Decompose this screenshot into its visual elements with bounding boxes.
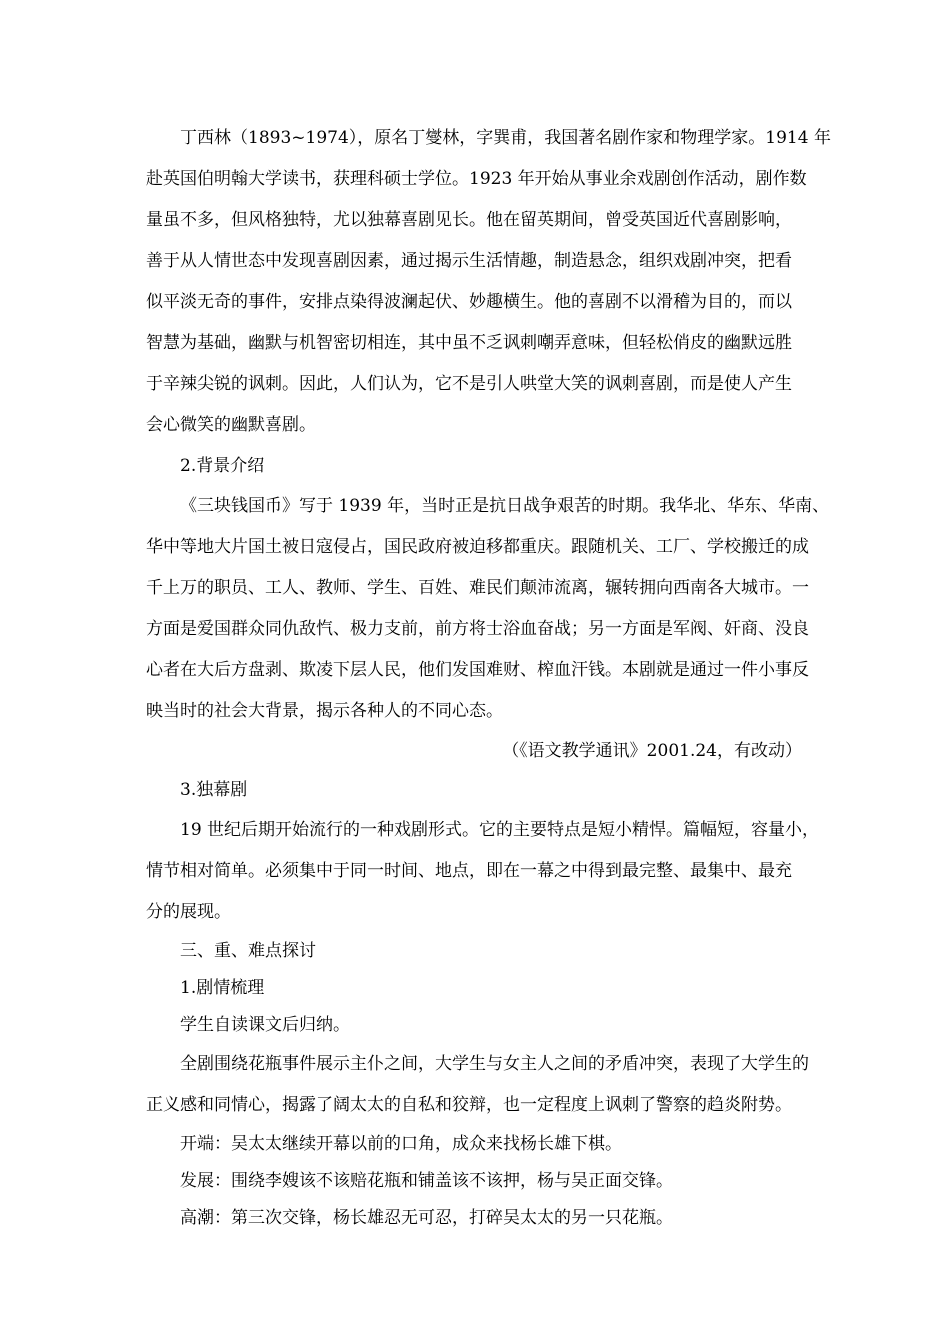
source-citation: （《语文教学通讯》2001.24，有改动） (502, 741, 802, 761)
text-line: 方面是爱国群众同仇敌忾、极力支前，前方将士浴血奋战；另一方面是军阀、奸商、没良 (146, 619, 809, 639)
text-line: 分的展现。 (146, 902, 231, 922)
text-line: 似平淡无奇的事件，安排点染得波澜起伏、妙趣横生。他的喜剧不以滑稽为目的，而以 (146, 292, 792, 312)
text-line: 全剧围绕花瓶事件展示主仆之间，大学生与女主人之间的矛盾冲突，表现了大学生的 (180, 1054, 809, 1074)
background-paragraph (146, 486, 830, 732)
text-line: 《三块钱国币》写于 1939 年，当时正是抗日战争艰苦的时期。我华北、华东、华南、 (180, 496, 830, 516)
one-act-play-paragraph (146, 810, 820, 933)
plot-outline-heading: 1.剧情梳理 (180, 978, 265, 998)
key-points-section (146, 933, 814, 1044)
text-line: 千上万的职员、工人、教师、学生、百姓、难民们颠沛流离，辗转拥向西南各大城市。一 (146, 578, 809, 598)
intro-paragraph (146, 118, 831, 446)
one-act-play-heading: 3.独幕剧 (180, 780, 248, 800)
plot-summary-paragraph (146, 1044, 814, 1126)
text-line: 赴英国伯明翰大学读书，获理科硕士学位。1923 年开始从事业余戏剧创作活动，剧作数 (146, 169, 807, 189)
section-heading (146, 770, 814, 810)
text-line: 正义感和同情心，揭露了阔太太的自私和狡辩，也一定程度上讽刺了警察的趋炎附势。 (146, 1095, 792, 1115)
text-line: 19 世纪后期开始流行的一种戏剧形式。它的主要特点是短小精悍。篇幅短，容量小， (180, 820, 820, 840)
text-line: 量虽不多，但风格独特，尤以独幕喜剧见长。他在留英期间，曾受英国近代喜剧影响， (146, 210, 792, 230)
text-line: 映当时的社会大背景，揭示各种人的不同心态。 (146, 701, 503, 721)
text-line: 于辛辣尖锐的讽刺。因此，人们认为，它不是引人哄堂大笑的讽刺喜剧，而是使人产生 (146, 374, 792, 394)
section-heading (146, 446, 814, 486)
plot-stages (146, 1126, 814, 1237)
text-line: 善于从人情世态中发现喜剧因素，通过揭示生活情趣，制造悬念，组织戏剧冲突，把看 (146, 251, 792, 271)
plot-opening: 开端：吴太太继续开幕以前的口角，成众来找杨长雄下棋。 (180, 1134, 622, 1154)
text-line: 会心微笑的幽默喜剧。 (146, 415, 316, 435)
plot-climax: 高潮：第三次交锋，杨长雄忍无可忍，打碎吴太太的另一只花瓶。 (180, 1208, 673, 1228)
text-line: 智慧为基础，幽默与机智密切相连，其中虽不乏讽刺嘲弄意味，但轻松俏皮的幽默远胜 (146, 333, 792, 353)
text-line: 心者在大后方盘剥、欺凌下层人民，他们发国难财、榨血汗钱。本剧就是通过一件小事反 (146, 660, 809, 680)
self-reading-note: 学生自读课文后归纳。 (180, 1015, 350, 1035)
background-heading: 2.背景介绍 (180, 456, 265, 476)
text-line: 华中等地大片国土被日寇侵占，国民政府被迫移都重庆。跟随机关、工厂、学校搬迁的成 (146, 537, 809, 557)
document-body (146, 118, 831, 1237)
part-three-heading: 三、重、难点探讨 (180, 941, 316, 961)
text-line: 情节相对简单。必须集中于同一时间、地点，即在一幕之中得到最完整、最集中、最充 (146, 861, 792, 881)
text-line: 丁西林（1893~1974），原名丁燮林，字巽甫，我国著名剧作家和物理学家。1914 年 (180, 128, 831, 148)
plot-development: 发展：围绕李嫂该不该赔花瓶和铺盖该不该押，杨与吴正面交锋。 (180, 1171, 673, 1191)
